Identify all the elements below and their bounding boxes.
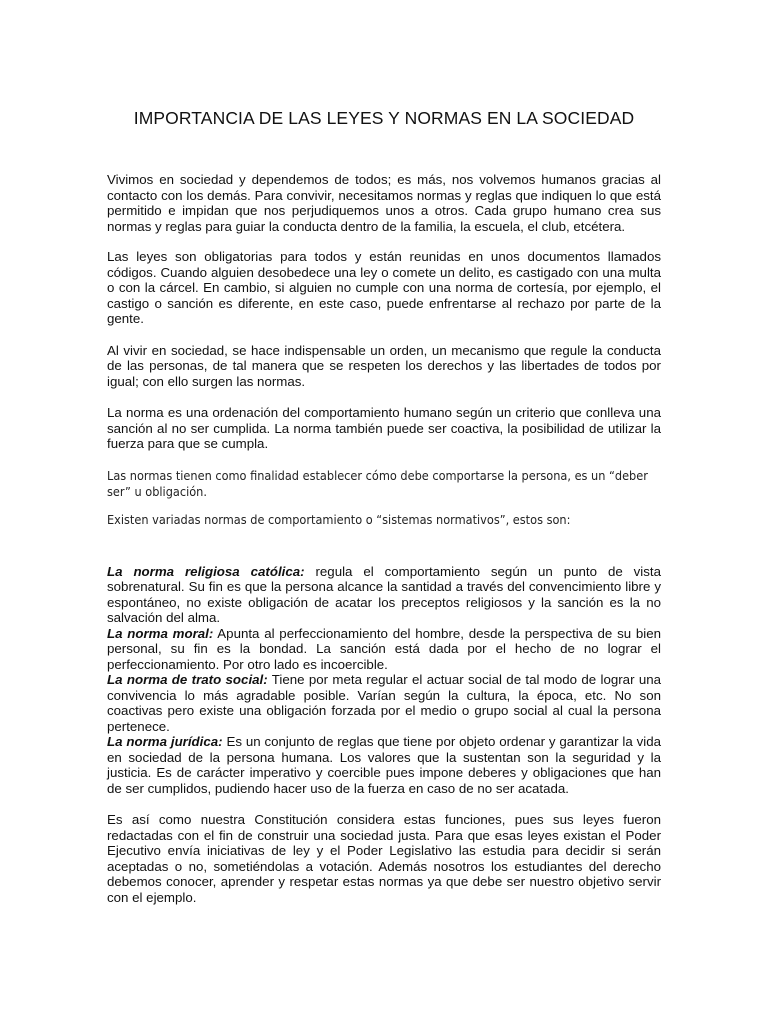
paragraph-norm-definition: La norma es una ordenación del comportamiento humano según un criterio que conlleva una sanción al no ser cumplida. La norma también puede ser coactiva, la posibilidad de utilizar la fuerza para que se cumpla. (107, 405, 661, 451)
document-title: IMPORTANCIA DE LAS LEYES Y NORMAS EN LA SOCIEDAD (133, 108, 635, 128)
paragraph-laws: Las leyes son obligatorias para todos y están reunidas en unos documentos llamados códigos. Cuando alguien desobedece una ley o comete un delito, es castigado con una multa o con la cárcel. En cambio, si alguien no cumple con una norma de cortesía, por ejemplo, el castigo o sanción es diferente, en este caso, puede enfrentarse al rechazo por parte de la gente. (107, 249, 661, 326)
paragraph-normative-systems: Existen variadas normas de comportamiento o “sistemas normativos”, estos son: (107, 512, 571, 527)
document-page (107, 108, 661, 905)
norm-item-legal (107, 734, 661, 796)
paragraph-closing: Es así como nuestra Constitución considera estas funciones, pues sus leyes fueron redactadas con el fin de construir una sociedad justa. Para que esas leyes existan el Poder Ejecutivo envía iniciativas de ley y el Poder Legislativo las estudia para decidir si serán aceptadas o no, sometiéndolas a votación. Además nosotros los estudiantes del derecho debemos conocer, aprender y respetar estas normas ya que debe ser nuestro objetivo servir con el ejemplo. (107, 812, 661, 905)
norm-description: regula el comportamiento según un punto de vista sobrenatural. Su fin es que la persona alcance la santidad a través del convencimiento libre y espontáneo, no existe obligación de acatar los preceptos religiosos y la sanción es la no salvación del alma. (107, 563, 661, 625)
norm-term: La norma de trato social: (107, 672, 268, 687)
norm-item-religious (107, 564, 661, 626)
norm-term: La norma moral: (107, 625, 214, 641)
norm-term: La norma religiosa católica: (107, 563, 305, 579)
norm-item-social (107, 672, 661, 734)
norm-description: Apunta al perfeccionamiento del hombre, desde la perspectiva de su bien personal, su fin es la bondad. La sanción está dada por el hecho de no lograr el perfeccionamiento. Por otro lado es incoercible. (107, 625, 662, 672)
norm-description: Tiene por meta regular el actuar social de tal modo de lograr una convivencia lo más agradable posible. Varían según la cultura, la época, etc. No son coactivas pero existe una obligación forzada por el medio o grupo social al cual la persona pertenece. (107, 672, 662, 734)
paragraph-norm-purpose: Las normas tienen como finalidad establecer cómo debe comportarse la persona, es un “deber ser” u obligación. (107, 468, 648, 499)
paragraph-order: Al vivir en sociedad, se hace indispensable un orden, un mecanismo que regule la conducta de las personas, de tal manera que se respeten los derechos y las libertades de todos por igual; con ello surgen las normas. (107, 342, 661, 389)
norm-types-list (107, 564, 661, 797)
norm-item-moral (107, 626, 661, 673)
norm-term: La norma jurídica: (107, 734, 223, 749)
paragraph-intro: Vivimos en sociedad y dependemos de todos; es más, nos volvemos humanos gracias al contacto con los demás. Para convivir, necesitamos normas y reglas que indiquen lo que está permitido e impidan que nos perjudiquemos unos a otros. Cada grupo humano crea sus normas y reglas para guiar la conducta dentro de la familia, la escuela, el club, etcétera. (107, 172, 661, 234)
norm-description: Es un conjunto de reglas que tiene por objeto ordenar y garantizar la vida en sociedad de la persona humana. Los valores que la sustentan son la seguridad y la justicia. Es de carácter imperativo y coercible pues impone deberes y obligaciones que han de ser cumplidos, pudiendo hacer uso de la fuerza en caso de no ser acatada. (107, 734, 661, 796)
